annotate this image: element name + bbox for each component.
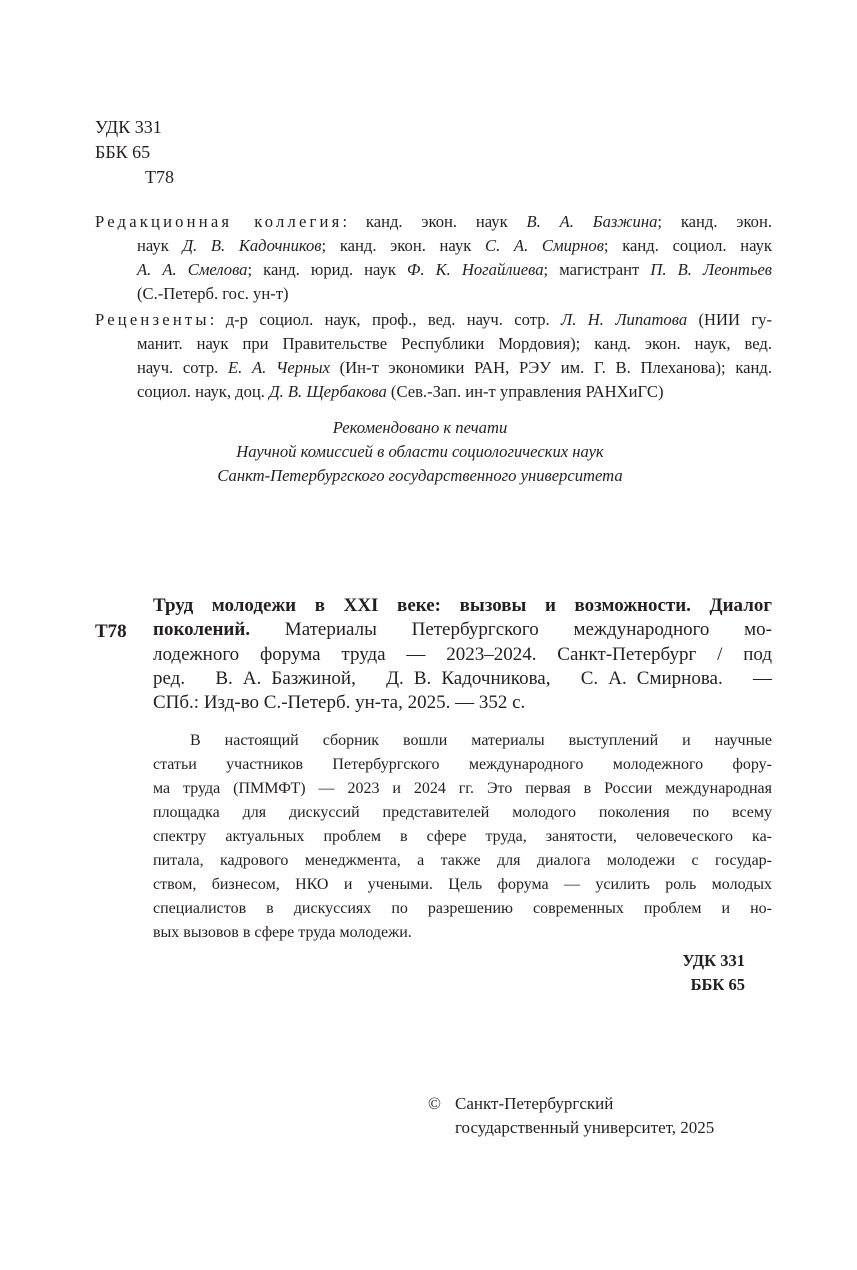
text-line: питала, кадрового менеджмента, а также для диалога молодежи с государ-	[153, 852, 772, 869]
text-line: вых вызовов в сфере труда молодежи.	[153, 924, 412, 941]
text-segment: (НИИ гу-	[687, 310, 772, 329]
recommendation-line: Научной комиссией в области социологических наук	[236, 442, 604, 461]
text-segment: социол. наук, доц.	[137, 382, 270, 401]
person-name: Ф. К. Ногайлиева	[407, 260, 544, 279]
section-label: Рецензенты	[95, 310, 210, 329]
text-line	[153, 693, 772, 712]
text-segment: лодежного форума труда — 2023–2024. Санкт-Петербург / под	[153, 644, 772, 665]
text-line	[95, 214, 772, 231]
text-line	[153, 620, 772, 639]
author-sign-margin: Т78	[95, 621, 127, 642]
text-line	[153, 645, 772, 664]
index-udk: УДК 331	[682, 951, 745, 970]
text-segment: (С.-Петерб. гос. ун-т)	[137, 284, 289, 303]
text-segment: СПб.: Изд-во С.-Петерб. ун-та, 2025. — 352 с.	[153, 692, 526, 713]
text-segment: ред. В. А. Базжиной, Д. В. Кадочникова, С. А. Смирнова. —	[153, 668, 772, 689]
recommendation-line: Санкт-Петербургского государственного университета	[217, 466, 623, 485]
person-name: Е. А. Черных	[227, 358, 330, 377]
text-segment: (Ин-т экономики РАН, РЭУ им. Г. В. Плеханова); канд.	[329, 358, 772, 377]
text-line	[137, 238, 772, 255]
text-segment: ; канд. экон. наук	[321, 236, 486, 255]
text-segment: : канд. экон. наук	[342, 212, 527, 231]
text-segment: Материалы Петербургского международного мо-	[250, 619, 772, 640]
bbk-code: ББК 65	[95, 142, 151, 162]
text-segment: ; магистрант	[543, 260, 651, 279]
index-bbk: ББК 65	[690, 975, 745, 994]
text-line	[137, 384, 772, 401]
text-line	[153, 596, 772, 615]
text-segment: (Сев.-Зап. ин-т управления РАНХиГС)	[386, 382, 664, 401]
text-segment: ; канд. юрид. наук	[247, 260, 408, 279]
text-line	[137, 360, 772, 377]
copyright-symbol: ©	[428, 1094, 441, 1113]
text-line	[95, 312, 772, 329]
person-name: П. В. Леонтьев	[650, 260, 773, 279]
text-segment: Труд молодежи в XXI веке: вызовы и возможности. Диалог	[153, 595, 772, 616]
text-segment: ; канд. экон.	[657, 212, 773, 231]
text-line: ма труда (ПММФТ) — 2023 и 2024 гг. Это первая в России международная	[153, 780, 772, 797]
author-sign: Т78	[145, 167, 174, 187]
text-segment: наук	[137, 236, 183, 255]
text-line: В настоящий сборник вошли материалы выступлений и научные	[190, 732, 772, 749]
text-segment: науч. сотр.	[137, 358, 228, 377]
person-name: Л. Н. Липатова	[561, 310, 688, 329]
text-line: специалистов в дискуссиях по разрешению современных проблем и но-	[153, 900, 772, 917]
person-name: С. А. Смирнов	[485, 236, 604, 255]
copyright-year: государственный университет, 2025	[455, 1118, 715, 1137]
section-label: Редакционная коллегия	[95, 212, 343, 231]
person-name: Д. В. Щербакова	[269, 382, 387, 401]
text-segment: : д-р социол. наук, проф., вед. науч. сотр.	[209, 310, 562, 329]
text-segment: манит. наук при Правительстве Республики Мордовия); канд. экон. наук, вед.	[137, 334, 772, 353]
text-line: ством, бизнесом, НКО и учеными. Цель форума — усилить роль молодых	[153, 876, 772, 893]
text-line	[153, 669, 772, 688]
person-name: Д. В. Кадочников	[182, 236, 322, 255]
copyright-holder: Санкт-Петербургский	[455, 1094, 614, 1113]
text-line	[137, 262, 772, 279]
text-line: статьи участников Петербургского международного молодежного фору-	[153, 756, 772, 773]
person-name: В. А. Базжина	[526, 212, 658, 231]
text-line	[137, 336, 772, 353]
text-segment: поколений.	[153, 619, 251, 640]
person-name: А. А. Смелова	[137, 260, 248, 279]
text-line: спектру актуальных проблем в сфере труда, занятости, человеческого ка-	[153, 828, 772, 845]
text-line: площадка для дискуссий представителей молодого поколения по всему	[153, 804, 772, 821]
udk-code: УДК 331	[95, 117, 162, 137]
recommendation-line: Рекомендовано к печати	[332, 418, 508, 437]
text-segment: ; канд. социол. наук	[603, 236, 772, 255]
text-line	[137, 286, 772, 303]
